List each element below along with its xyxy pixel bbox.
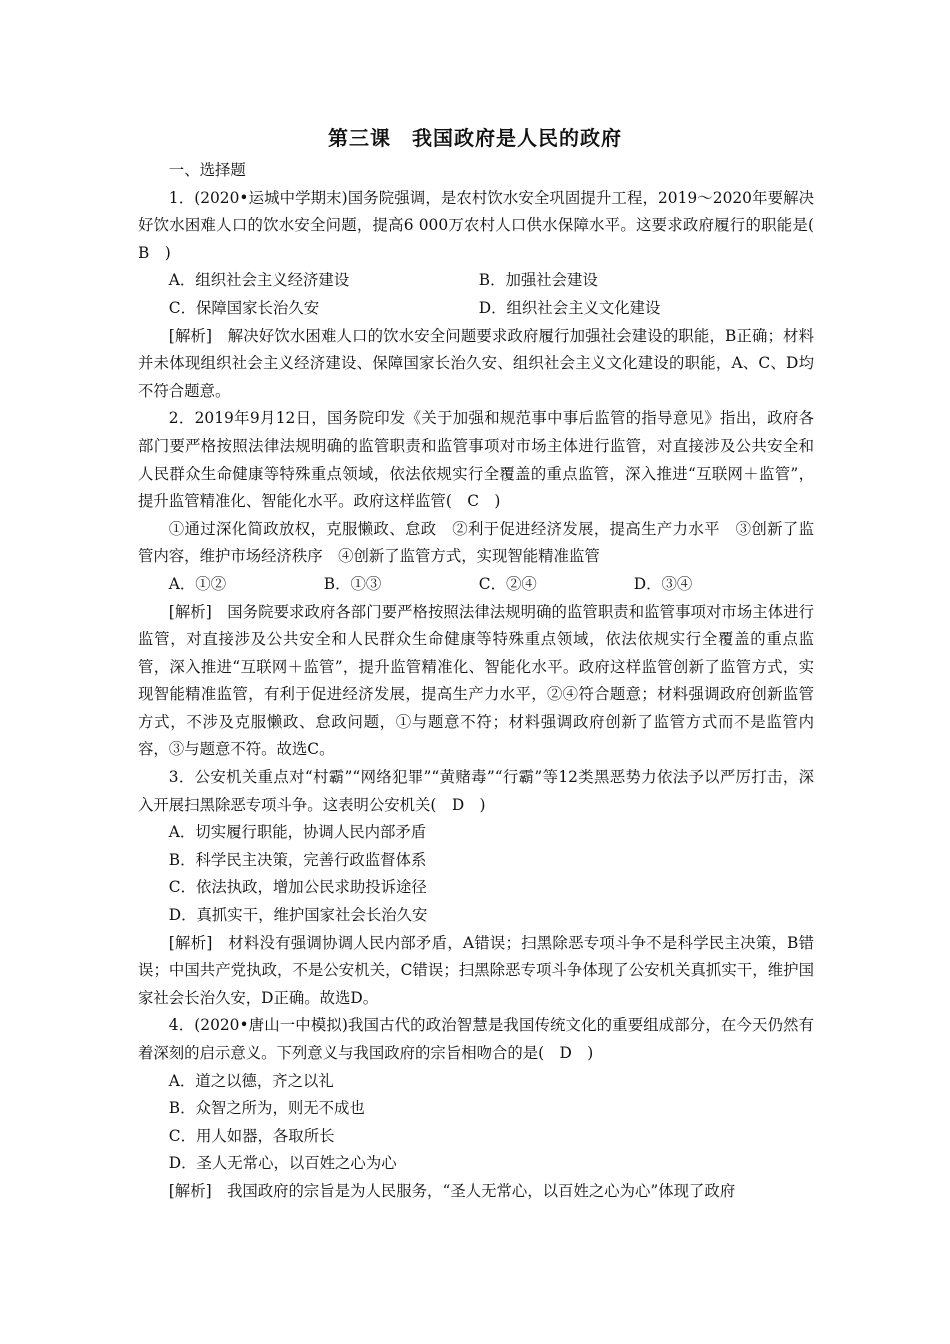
question-2-option-c: C．②④	[478, 574, 537, 593]
question-3-option-d: D．真抓实干，维护国家社会长治久安	[168, 906, 428, 925]
question-4-option-c: C．用人如器，各取所长	[168, 1126, 335, 1145]
question-3-analysis: [解析] 材料没有强调协调人民内部矛盾，A错误；扫黑除恶专项斗争不是科学民主决策，B错误；中国共产党执政，不是公安机关，C错误；扫黑除恶专项斗争体现了公安机关真抓实干，维护国家社会长治久安，D正确。故选D。	[138, 933, 814, 1007]
section-heading: 一、选择题	[168, 161, 246, 179]
question-1-options-row-2	[138, 295, 814, 323]
question-4-analysis: [解析] 我国政府的宗旨是为人民服务，“圣人无常心，以百姓之心为心”体现了政府	[168, 1181, 736, 1200]
question-2-analysis: [解析] 国务院要求政府各部门要严格按照法律法规明确的监管职责和监管事项对市场主体进行监管，对直接涉及公共安全和人民群众生命健康等特殊重点领域，依法依规实行全覆盖的重点监管，深入推进“互联网＋监管”，提升监管精准化、智能化水平。政府这样监管创新了监管方式，实现智能精准监管，有利于促进经济发展，提高生产力水平，②④符合题意；材料强调政府创新监管方式，不涉及克服懒政、怠政问题，①与题意不符；材料强调政府创新了监管方式而不是监管内容，③与题意不符。故选C。	[138, 602, 814, 759]
question-1-stem: 1．(2020•运城中学期末)国务院强调，是农村饮水安全巩固提升工程，2019～2020年要解决好饮水困难人口的饮水安全问题，提高6 000万农村人口供水保障水平。这要求政府履行的职能是( B )	[138, 188, 830, 262]
question-2-option-b: B．①③	[323, 574, 382, 593]
question-2-options	[138, 571, 814, 599]
question-2-stem: 2．2019年9月12日，国务院印发《关于加强和规范事中事后监管的指导意见》指出，政府各部门要严格按照法律法规明确的监管职责和监管事项对市场主体进行监管，对直接涉及公共安全和人民群众生命健康等特殊重点领域，依法依规实行全覆盖的重点监管，深入推进“互联网＋监管”，提升监管精准化、智能化水平。政府这样监管( C )	[138, 409, 814, 511]
content	[138, 157, 830, 1206]
question-4-option-a: A．道之以德，齐之以礼	[168, 1071, 334, 1090]
question-1-option-d: D．组织社会主义文化建设	[478, 298, 661, 317]
question-4-stem: 4．(2020•唐山一中模拟)我国古代的政治智慧是我国传统文化的重要组成部分，在今天仍然有着深刻的启示意义。下列意义与我国政府的宗旨相吻合的是( D )	[138, 1016, 814, 1062]
question-1-option-c: C．保障国家长治久安	[168, 298, 320, 317]
question-4-option-d: D．圣人无常心，以百姓之心为心	[168, 1154, 397, 1173]
question-3-option-c: C．依法执政，增加公民求助投诉途径	[168, 878, 427, 897]
question-3-option-b: B．科学民主决策，完善行政监督体系	[168, 850, 427, 869]
question-2-items: ①通过深化简政放权，克服懒政、怠政 ②利于促进经济发展，提高生产力水平 ③创新了监管内容，维护市场经济秩序 ④创新了监管方式，实现智能精准监管	[138, 519, 814, 566]
question-1-analysis: [解析] 解决好饮水困难人口的饮水安全问题要求政府履行加强社会建设的职能，B正确；材料并未体现组织社会主义经济建设、保障国家长治久安、组织社会主义文化建设的职能，A、C、D均不符合题意。	[138, 326, 814, 400]
page-title: 第三课 我国政府是人民的政府	[328, 126, 622, 150]
question-4-option-b: B．众智之所为，则无不成也	[168, 1099, 365, 1118]
question-3-stem: 3．公安机关重点对“村霸”“网络犯罪”“黄赌毒”“行霸”等12类黑恶势力依法予以严厉打击，深入开展扫黑除恶专项斗争。这表明公安机关( D )	[138, 768, 814, 814]
question-1-options-row-1	[138, 267, 814, 295]
question-2-option-d: D．③④	[633, 574, 693, 593]
question-1-option-b: B．加强社会建设	[478, 271, 598, 290]
question-1-option-a: A．组织社会主义经济建设	[168, 271, 350, 290]
question-3-option-a: A．切实履行职能，协调人民内部矛盾	[168, 823, 427, 842]
question-2-option-a: A．①②	[168, 574, 227, 593]
